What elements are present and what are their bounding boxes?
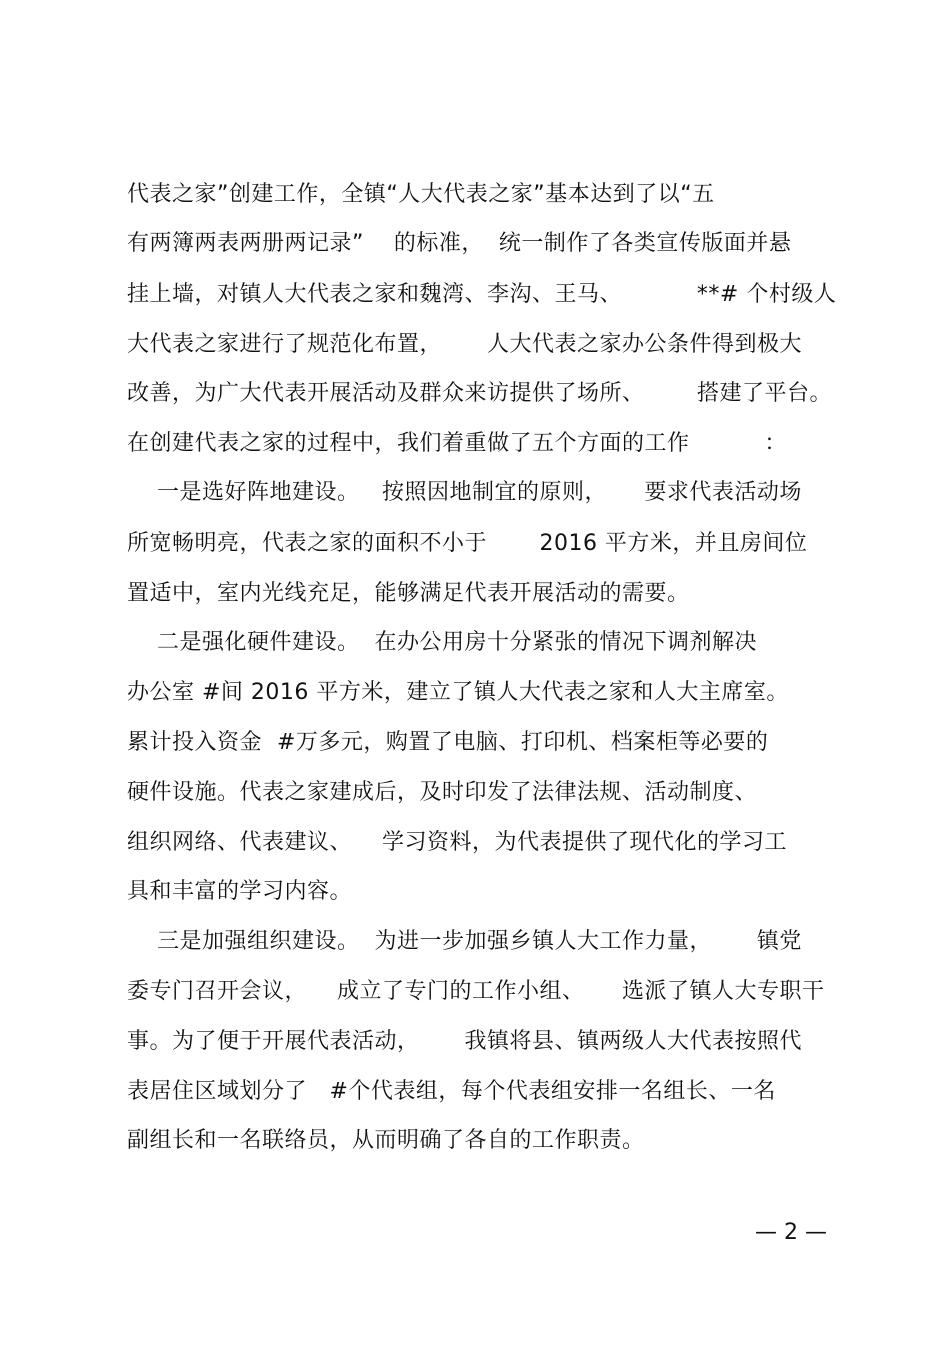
text-line-17: 委专门召开会议， 成立了专门的工作小组、 选派了镇人大专职干 <box>127 979 825 1004</box>
text-line-11: 办公室 #间 2016 平方米，建立了镇人大代表之家和人大主席室。 <box>127 680 789 705</box>
text-line-10: 二是强化硬件建设。 在办公用房十分紧张的情况下调剂解决 <box>127 630 757 655</box>
page-number: — 2 — <box>755 1220 827 1245</box>
text-line-9: 置适中，室内光线充足，能够满足代表开展活动的需要。 <box>127 581 690 606</box>
text-line-13: 硬件设施。代表之家建成后，及时印发了法律法规、活动制度、 <box>127 780 758 805</box>
text-line-1: 代表之家”创建工作，全镇“人大代表之家”基本达到了以“五 <box>127 182 715 207</box>
text-line-5: 改善，为广大代表开展活动及群众来访提供了场所、 搭建了平台。 <box>127 381 832 406</box>
text-line-8: 所宽畅明亮，代表之家的面积不小于 2016 平方米，并且房间位 <box>127 531 808 556</box>
text-line-12: 累计投入资金 #万多元，购置了电脑、打印机、档案柜等必要的 <box>127 730 769 755</box>
text-line-16: 三是加强组织建设。 为进一步加强乡镇人大工作力量， 镇党 <box>127 929 802 954</box>
text-line-14: 组织网络、代表建议、 学习资料，为代表提供了现代化的学习工 <box>127 830 787 855</box>
text-line-2: 有两簿两表两册两记录” 的标准， 统一制作了各类宣传版面并悬 <box>127 231 792 256</box>
text-line-7: 一是选好阵地建设。 按照因地制宜的原则， 要求代表活动场 <box>127 480 802 505</box>
text-line-15: 具和丰富的学习内容。 <box>127 879 353 904</box>
text-line-4: 大代表之家进行了规范化布置， 人大代表之家办公条件得到极大 <box>127 332 802 357</box>
text-line-20: 副组长和一名联络员，从而明确了各自的工作职责。 <box>127 1128 645 1153</box>
text-line-6: 在创建代表之家的过程中，我们着重做了五个方面的工作 ： <box>127 431 787 456</box>
text-line-18: 事。为了便于开展代表活动， 我镇将县、镇两级人大代表按照代 <box>127 1029 802 1054</box>
text-line-3: 挂上墙，对镇人大代表之家和魏湾、李沟、王马、 **# 个村级人 <box>127 282 837 307</box>
text-line-19: 表居住区域划分了 #个代表组，每个代表组安排一名组长、一名 <box>127 1079 776 1104</box>
